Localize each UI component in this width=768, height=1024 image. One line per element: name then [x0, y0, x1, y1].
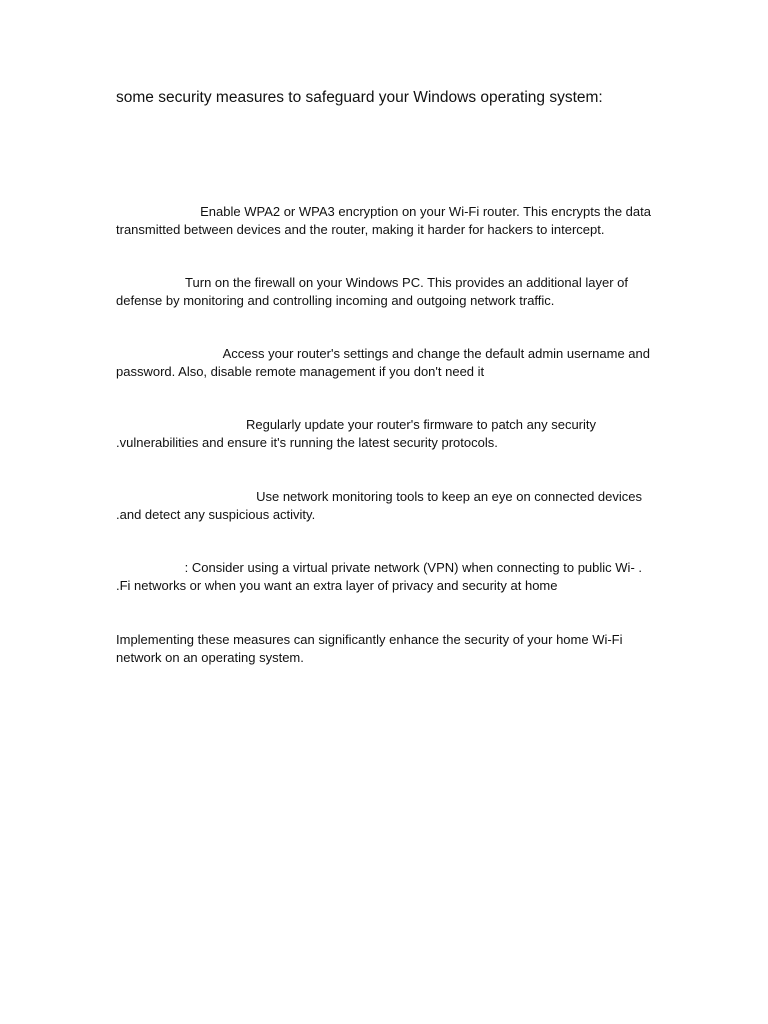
paragraph-line: : Consider using a virtual private network (VPN) when connecting to public Wi- .	[184, 560, 642, 575]
paragraph-line: Enable WPA2 or WPA3 encryption on your Wi-Fi router. This encrypts the data	[200, 204, 651, 219]
paragraph-vpn	[116, 559, 656, 595]
document-heading: some security measures to safeguard your Windows operating system:	[116, 89, 603, 106]
paragraph-network-monitoring	[116, 488, 656, 524]
paragraph-line: transmitted between devices and the router, making it harder for hackers to intercept.	[116, 222, 605, 237]
paragraph-line: network on an operating system.	[116, 650, 304, 665]
paragraph-line: password. Also, disable remote management if you don't need it	[116, 364, 485, 379]
paragraph-line: .and detect any suspicious activity.	[116, 507, 316, 522]
paragraph-conclusion	[116, 631, 656, 667]
paragraph-wifi-encryption	[116, 203, 656, 239]
paragraph-firewall	[116, 274, 656, 310]
paragraph-line: Regularly update your router's firmware to patch any security	[245, 417, 596, 432]
paragraph-line: Turn on the firewall on your Windows PC. This provides an additional layer of	[185, 275, 628, 290]
paragraph-line: Access your router's settings and change the default admin username and	[222, 346, 650, 361]
paragraph-line: .vulnerabilities and ensure it's running the latest security protocols.	[116, 435, 498, 450]
paragraph-line: Use network monitoring tools to keep an eye on connected devices	[256, 489, 642, 504]
paragraph-line: Implementing these measures can significantly enhance the security of your home Wi-Fi	[116, 632, 623, 647]
paragraph-line: .Fi networks or when you want an extra layer of privacy and security at home	[116, 578, 558, 593]
paragraph-router-credentials	[116, 345, 656, 381]
paragraph-line: defense by monitoring and controlling incoming and outgoing network traffic.	[116, 293, 555, 308]
paragraph-firmware-update	[116, 416, 656, 452]
